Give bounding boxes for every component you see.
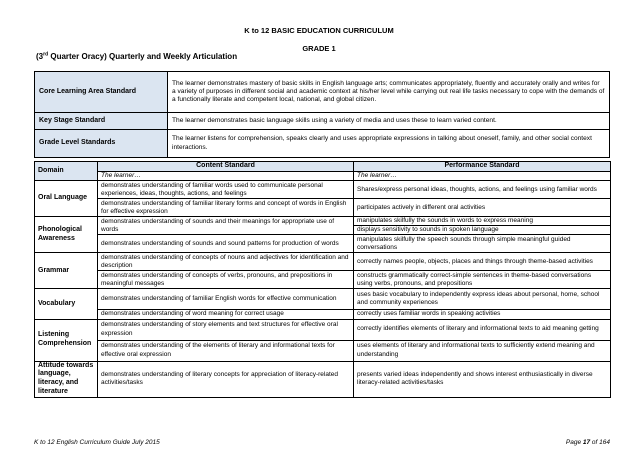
content-cell: demonstrates understanding of story elements and text structures for effective oral expression <box>98 319 354 340</box>
table-row <box>35 235 611 253</box>
learner-row <box>35 172 611 181</box>
performance-cell: presents varied ideas independently and shows interest enthusiastically in diverse literacy-related activities/tasks <box>354 361 611 397</box>
table-row <box>35 319 611 340</box>
performance-cell: uses elements of literary and informational texts to sufficiently extend meaning and understanding <box>354 340 611 361</box>
content-cell: demonstrates understanding of the elements of literary and informational texts for effective oral expression <box>98 340 354 361</box>
quarter-subtitle: (3rd Quarter Oracy) Quarterly and Weekly Articulation <box>36 51 238 61</box>
standard-label: Key Stage Standard <box>35 113 168 130</box>
content-cell: demonstrates understanding of familiar literary forms and concept of words in English for effective expression <box>98 199 354 217</box>
performance-cell: correctly uses familiar words in speaking activities <box>354 310 611 319</box>
standards-row <box>35 113 610 130</box>
content-cell: demonstrates understanding of familiar words used to communicate personal experiences, ideas, thoughts, actions, and feelings <box>98 181 354 199</box>
table-row <box>35 199 611 217</box>
standard-text: The learner demonstrates basic language skills using a variety of media and uses these to learn varied content. <box>168 113 610 130</box>
domain-table <box>34 161 611 398</box>
table-row <box>35 340 611 361</box>
domain-attitude: Attitude towards language, literacy, and literature <box>35 361 98 397</box>
content-cell: demonstrates understanding of concepts of nouns and adjectives for identification and description <box>98 253 354 271</box>
performance-standard-header: Performance Standard <box>354 162 611 172</box>
grade-title: GRADE 1 <box>302 44 336 53</box>
table-row <box>35 271 611 289</box>
performance-cell: manipulates skilfully the speech sounds through simple meaningful guided conversations <box>354 235 611 253</box>
performance-cell: correctly names people, objects, places and things through theme-based activities <box>354 253 611 271</box>
table-row <box>35 181 611 199</box>
standards-row <box>35 72 610 113</box>
table-row <box>35 289 611 310</box>
footer-guide-label: K to 12 English Curriculum Guide July 2015 <box>34 439 160 446</box>
standard-text: The learner demonstrates mastery of basic skills in English language arts; communicates appropriately, fluently and accurately orally and writes for a variety of purposes in different social and academic context at his/her level while carrying out real life tasks necessary to cope with the demands of a functionally literate and competent local, national, and global citizen. <box>168 72 610 113</box>
table-header-row <box>35 162 611 172</box>
learner-label: The learner… <box>354 172 611 181</box>
performance-cell: constructs grammatically correct-simple sentences in theme-based conversations using verbs, pronouns, and prepositions <box>354 271 611 289</box>
performance-cell: uses basic vocabulary to independently express ideas about personal, home, school and community experiences <box>354 289 611 310</box>
standards-table <box>34 71 610 158</box>
content-cell: demonstrates understanding of literary concepts for appreciation of literacy-related activities/tasks <box>98 361 354 397</box>
domain-header: Domain <box>35 162 98 181</box>
content-cell: demonstrates understanding of word meaning for correct usage <box>98 310 354 319</box>
standard-text: The learner listens for comprehension, speaks clearly and uses appropriate expressions in talking about oneself, family, and other social context interactions. <box>168 130 610 158</box>
content-standard-header: Content Standard <box>98 162 354 172</box>
domain-vocabulary: Vocabulary <box>35 289 98 319</box>
page-number: Page 17 of 164 <box>565 439 610 446</box>
content-cell: demonstrates understanding of sounds and sound patterns for production of words <box>98 235 354 253</box>
table-row <box>35 217 611 226</box>
domain-listening-comprehension: Listening Comprehension <box>35 319 98 361</box>
document-title: K to 12 BASIC EDUCATION CURRICULUM <box>244 26 394 35</box>
content-cell: demonstrates understanding of sounds and their meanings for appropriate use of words <box>98 217 354 235</box>
content-cell: demonstrates understanding of familiar English words for effective communication <box>98 289 354 310</box>
standard-label: Core Learning Area Standard <box>35 72 168 113</box>
table-row <box>35 253 611 271</box>
performance-cell: Shares/express personal ideas, thoughts, actions, and feelings using familiar words <box>354 181 611 199</box>
domain-phonological-awareness: Phonological Awareness <box>35 217 98 253</box>
standards-row <box>35 130 610 158</box>
content-cell: demonstrates understanding of concepts of verbs, pronouns, and prepositions in meaningful messages <box>98 271 354 289</box>
domain-oral-language: Oral Language <box>35 181 98 217</box>
performance-cell: correctly identifies elements of literary and informational texts to aid meaning getting <box>354 319 611 340</box>
learner-label: The learner… <box>98 172 354 181</box>
standard-label: Grade Level Standards <box>35 130 168 158</box>
performance-cell: displays sensitivity to sounds in spoken language <box>354 226 611 235</box>
performance-cell: participates actively in different oral activities <box>354 199 611 217</box>
table-row <box>35 310 611 319</box>
domain-grammar: Grammar <box>35 253 98 289</box>
performance-cell: manipulates skilfully the sounds in words to express meaning <box>354 217 611 226</box>
table-row <box>35 361 611 397</box>
